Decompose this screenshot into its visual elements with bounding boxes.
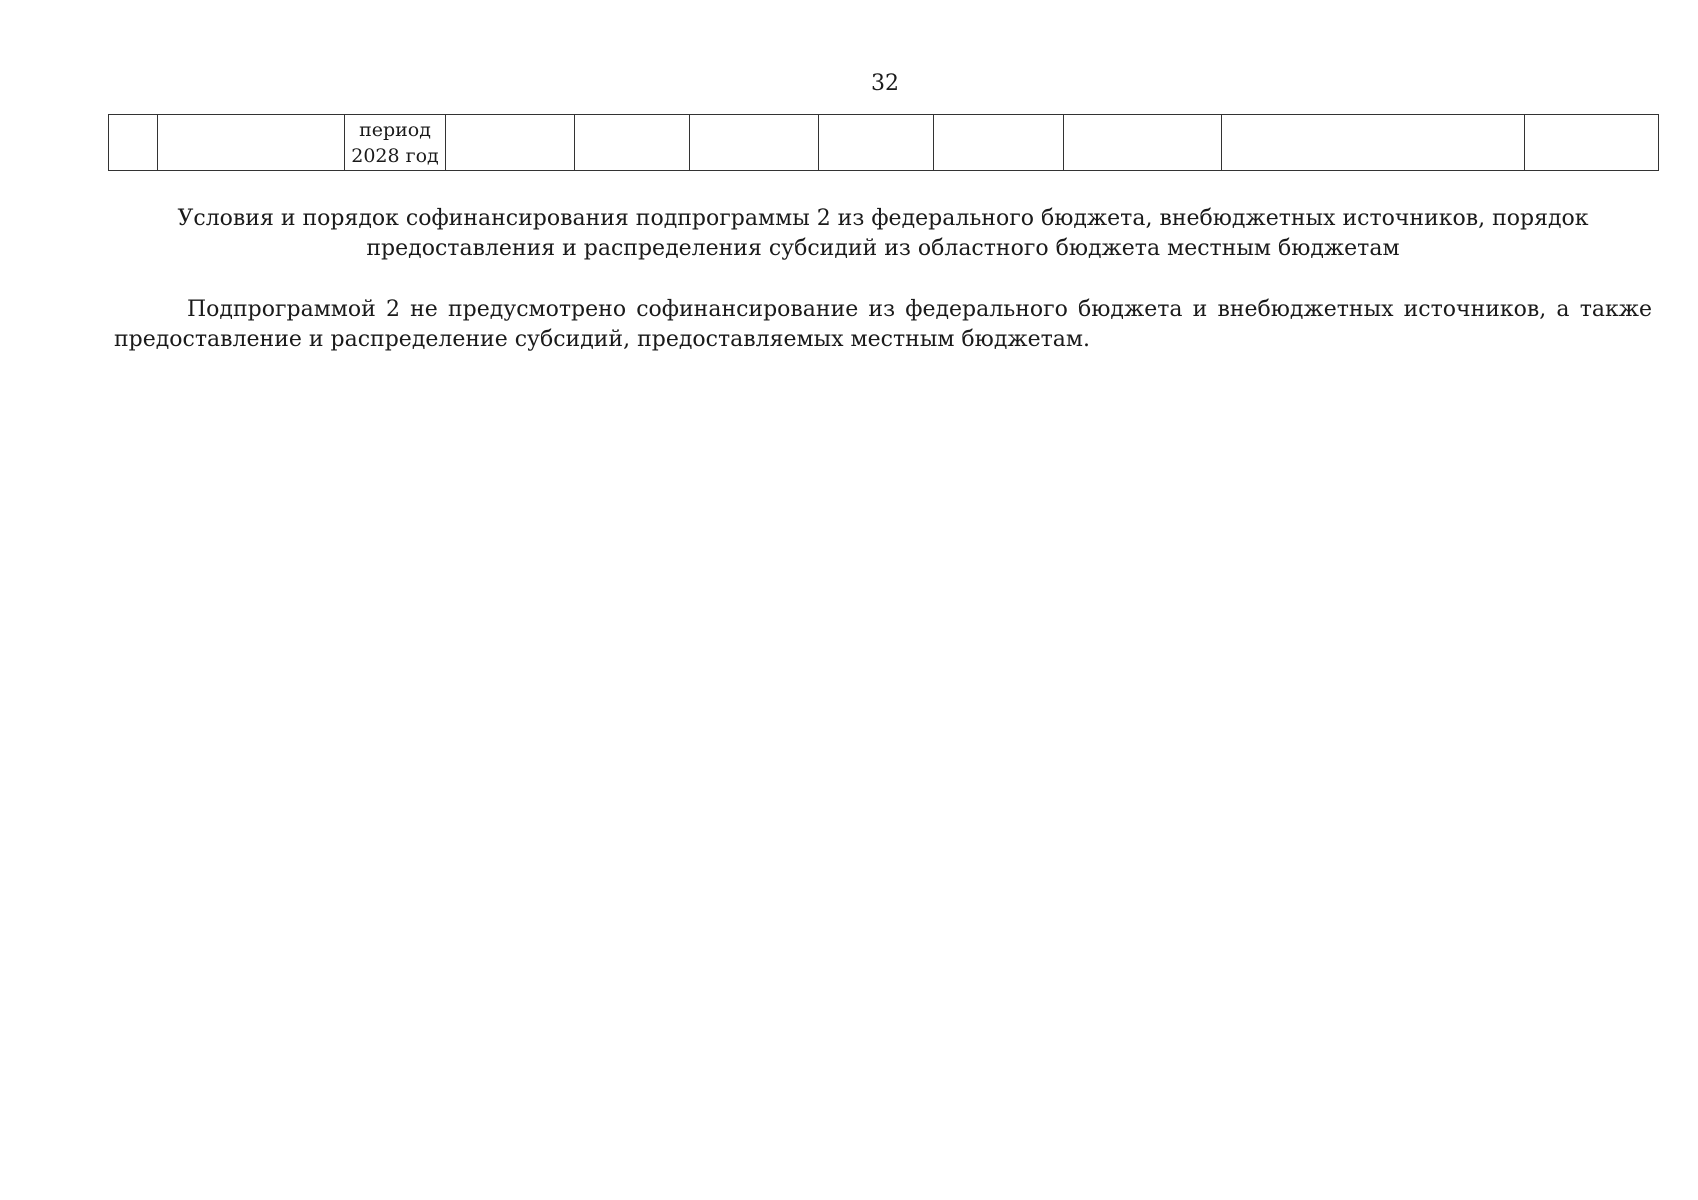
table-cell — [934, 115, 1064, 171]
table-cell — [819, 115, 934, 171]
section-heading — [108, 204, 1658, 264]
body-paragraph: Подпрограммой 2 не предусмотрено софинансирование из федерального бюджета и внебюджетных источников, а также предоставление и распределение субсидий, предоставляемых местным бюджетам. — [114, 297, 1652, 352]
period-label: период 2028 год — [351, 118, 439, 167]
table-continuation — [108, 114, 1658, 171]
section-heading-line-1: Условия и порядок софинансирования подпрограммы 2 из федерального бюджета, внебюджетных источников, порядок — [177, 206, 1589, 231]
table-row — [109, 115, 1659, 171]
table-cell — [575, 115, 690, 171]
section-heading-line-2: предоставления и распределения субсидий из областного бюджета местным бюджетам — [366, 236, 1400, 261]
table-cell — [158, 115, 345, 171]
table-cell — [1064, 115, 1222, 171]
table-cell — [109, 115, 158, 171]
data-table — [108, 114, 1659, 171]
table-cell — [446, 115, 575, 171]
table-cell — [1525, 115, 1659, 171]
table-cell — [1222, 115, 1525, 171]
page-number: 32 — [871, 71, 899, 96]
table-cell-period — [345, 115, 446, 171]
table-cell — [690, 115, 819, 171]
